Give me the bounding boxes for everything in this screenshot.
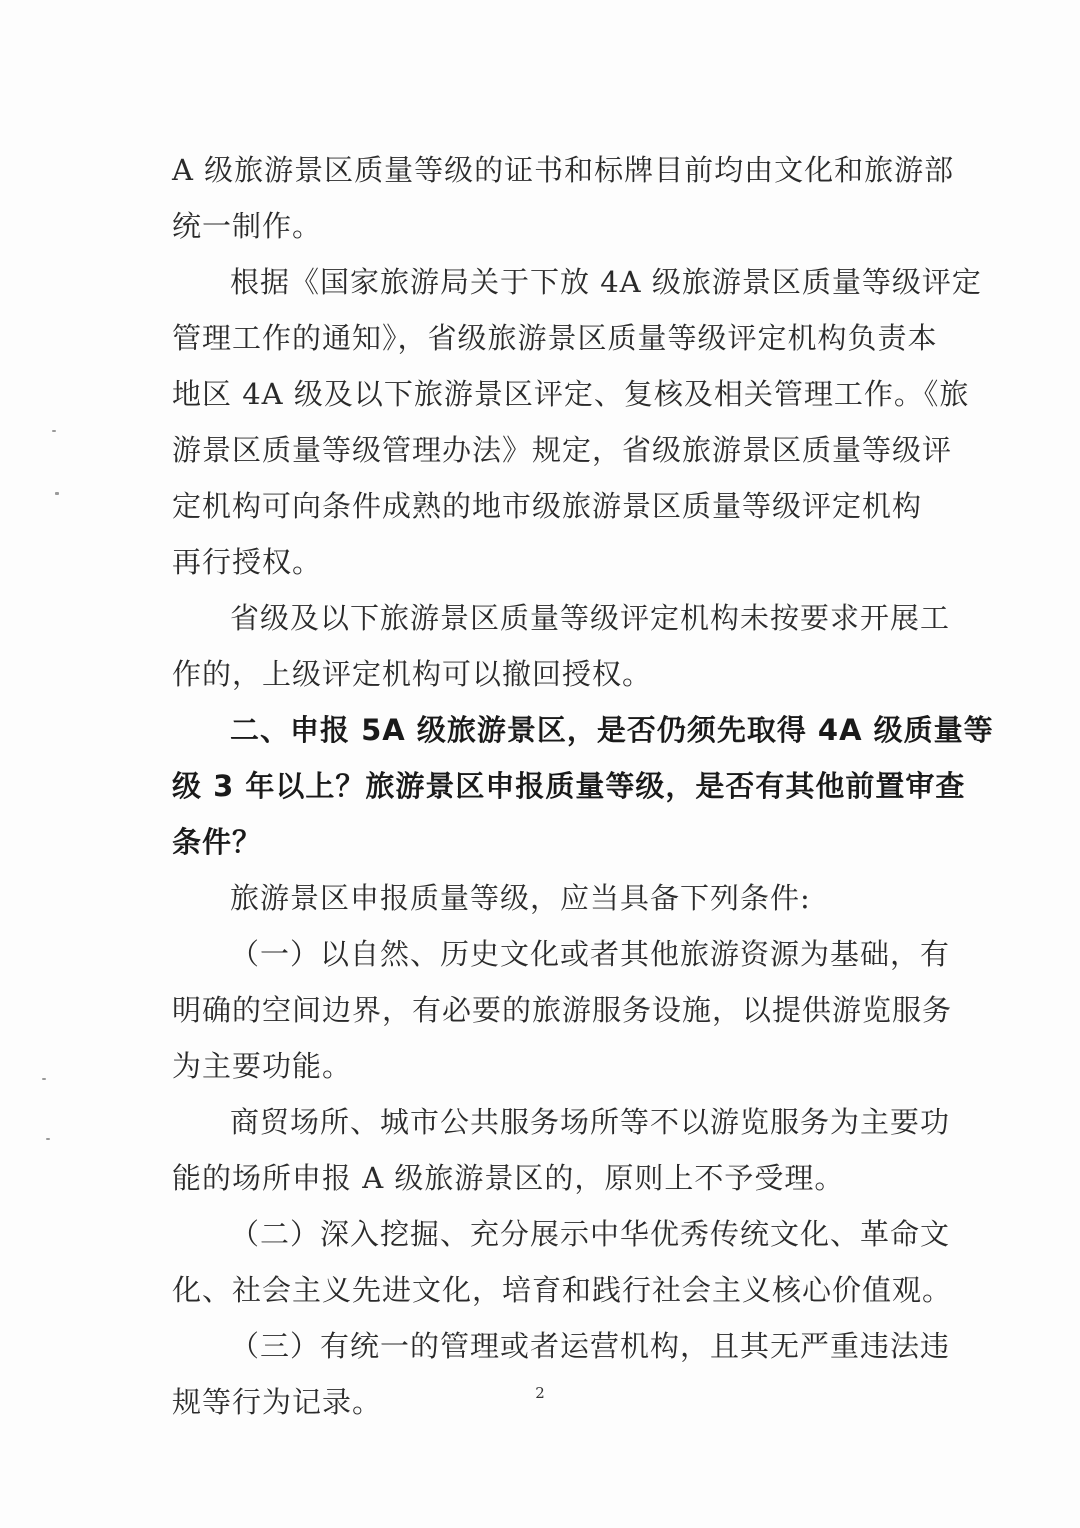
- scan-speck: [52, 430, 56, 432]
- section-heading-line: 级 3 年以上？旅游景区申报质量等级，是否有其他前置审查: [172, 769, 966, 803]
- body-line: 明确的空间边界，有必要的旅游服务设施，以提供游览服务: [172, 993, 953, 1027]
- document-body: [172, 142, 994, 1430]
- body-line: 游景区质量等级管理办法》规定，省级旅游景区质量等级评: [172, 433, 953, 467]
- body-line: （二）深入挖掘、充分展示中华优秀传统文化、革命文: [230, 1217, 951, 1251]
- body-line: 统一制作。: [172, 209, 323, 243]
- scan-speck: [42, 1078, 46, 1080]
- scan-speck: [55, 492, 59, 495]
- scan-speck: [46, 1138, 50, 1140]
- body-line: 管理工作的通知》，省级旅游景区质量等级评定机构负责本: [172, 321, 938, 355]
- body-line: 为主要功能。: [172, 1049, 353, 1083]
- body-line: （一）以自然、历史文化或者其他旅游资源为基础，有: [230, 937, 951, 971]
- body-line: 根据《国家旅游局关于下放 4A 级旅游景区质量等级评定: [230, 265, 982, 299]
- body-line: A 级旅游景区质量等级的证书和标牌目前均由文化和旅游部: [172, 153, 955, 187]
- body-line: 化、社会主义先进文化，培育和践行社会主义核心价值观。: [172, 1273, 953, 1307]
- body-line: 作的，上级评定机构可以撤回授权。: [172, 657, 653, 691]
- body-line: （三）有统一的管理或者运营机构，且其无严重违法违: [230, 1329, 951, 1363]
- body-line: 旅游景区申报质量等级，应当具备下列条件:: [230, 881, 811, 915]
- section-heading-line: 条件？: [172, 825, 263, 859]
- section-heading-line: 二、申报 5A 级旅游景区，是否仍须先取得 4A 级质量等: [230, 713, 994, 747]
- body-line: 再行授权。: [172, 545, 323, 579]
- body-line: 商贸场所、城市公共服务场所等不以游览服务为主要功: [230, 1105, 951, 1139]
- body-line: 规等行为记录。: [172, 1385, 383, 1419]
- body-line: 定机构可向条件成熟的地市级旅游景区质量等级评定机构: [172, 489, 923, 523]
- body-line: 地区 4A 级及以下旅游景区评定、复核及相关管理工作。《旅: [172, 377, 970, 411]
- body-line: 能的场所申报 A 级旅游景区的，原则上不予受理。: [172, 1161, 845, 1195]
- body-line: 省级及以下旅游景区质量等级评定机构未按要求开展工: [230, 601, 951, 635]
- page-number: 2: [535, 1384, 545, 1402]
